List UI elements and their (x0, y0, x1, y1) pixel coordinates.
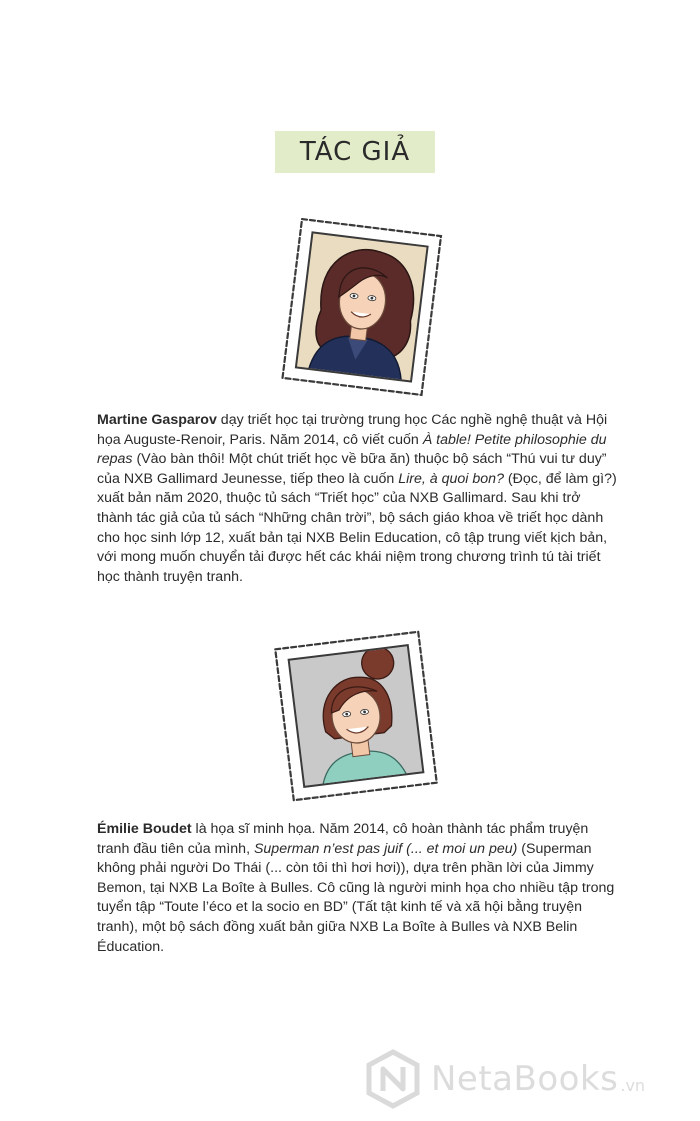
page-heading: TÁC GIẢ (299, 137, 411, 167)
netabooks-watermark (365, 1046, 685, 1112)
portrait-emilie-boudet (266, 618, 446, 813)
book-title: Superman n’est pas juif (... et moi un peu) (253, 840, 518, 857)
portrait-martine-gasparov (272, 205, 452, 405)
author-bio-emilie (97, 820, 617, 957)
author-name: Émilie Boudet (97, 821, 192, 837)
heading-box (275, 131, 435, 173)
bio-text: dạy triết học tại trường trung học Các nghề nghệ thuật và Hội họa Auguste-Renoir, Paris. Năm 2014, cô viết cuốn (97, 412, 608, 448)
bio-text: là họa sĩ minh họa. Năm 2014, cô hoàn thành tác phẩm truyện tranh đầu tiên của mình, (97, 821, 589, 857)
author-bio-martine (97, 411, 617, 587)
netabooks-logo-icon (365, 1049, 421, 1109)
watermark-brand: NetaBooks (431, 1059, 619, 1099)
watermark-suffix: .vn (620, 1075, 646, 1095)
book-title: À table! Petite philosophie du repas (97, 431, 607, 468)
bio-text: (Đọc, để làm gì?) xuất bản năm 2020, thuộc tủ sách “Triết học” của NXB Gallimard. Sau khi trở thành tác giả của tủ sách “Những chân trời”, bộ sách giáo khoa về triết học dành cho học sinh lớp 12, xuất bản tại NXB Belin Education, cô tập trung viết kịch bản, với mong muốn chuyển tải được hết các khái niệm trong chương trình tú tài triết học thành truyện tranh. (97, 470, 617, 585)
bio-text: (Superman không phải người Do Thái (... còn tôi thì hơi hơi)), dựa trên phần lời của Jimmy Bemon, tại NXB La Boîte à Bulles. Cô cũng là người minh họa cho nhiều tập trong tuyển tập “Toute l’éco et la socio en BD” (Tất tật kinh tế và xã hội bằng truyện tranh), một bộ sách đồng xuất bản giữa NXB La Boîte à Bulles và NXB Belin Éducation. (97, 840, 615, 955)
bio-text: (Vào bàn thôi! Một chút triết học về bữa ăn) thuộc bộ sách “Thú vui tư duy” của NXB Gallimard Jeunesse, tiếp theo là cuốn (97, 451, 607, 487)
author-name: Martine Gasparov (97, 412, 217, 428)
book-title: Lire, à quoi bon? (398, 470, 504, 487)
